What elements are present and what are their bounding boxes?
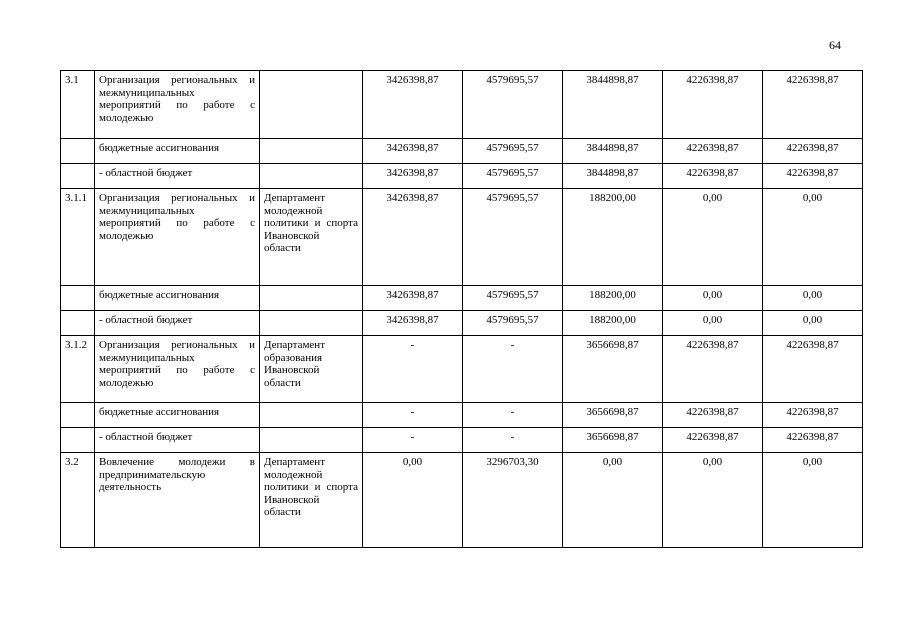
row-value-1: - xyxy=(363,403,463,428)
row-executor xyxy=(260,139,363,164)
row-code: 3.1.2 xyxy=(61,336,95,403)
row-value-3: 188200,00 xyxy=(563,311,663,336)
row-executor xyxy=(260,311,363,336)
table-row xyxy=(61,71,863,139)
table-row xyxy=(61,428,863,453)
row-value-3: 3656698,87 xyxy=(563,336,663,403)
table-row xyxy=(61,403,863,428)
row-value-2: 4579695,57 xyxy=(463,164,563,189)
row-value-3: 3844898,87 xyxy=(563,71,663,139)
row-name: Организация региональных и межмуниципальных мероприятий по работе с молодежью xyxy=(95,189,260,286)
row-value-5: 4226398,87 xyxy=(763,403,863,428)
row-value-1: - xyxy=(363,428,463,453)
row-value-4: 0,00 xyxy=(663,311,763,336)
row-value-1: 3426398,87 xyxy=(363,164,463,189)
row-code xyxy=(61,428,95,453)
row-value-4: 4226398,87 xyxy=(663,139,763,164)
row-executor: Департамент молодежной политики и спорта Ивановской области xyxy=(260,453,363,548)
row-value-1: 3426398,87 xyxy=(363,189,463,286)
row-value-4: 0,00 xyxy=(663,453,763,548)
row-code: 3.1.1 xyxy=(61,189,95,286)
row-executor xyxy=(260,428,363,453)
row-code: 3.1 xyxy=(61,71,95,139)
row-value-1: 0,00 xyxy=(363,453,463,548)
row-value-3: 3656698,87 xyxy=(563,428,663,453)
row-value-5: 0,00 xyxy=(763,189,863,286)
row-value-2: - xyxy=(463,403,563,428)
row-code xyxy=(61,286,95,311)
row-value-2: 4579695,57 xyxy=(463,311,563,336)
row-value-2: 4579695,57 xyxy=(463,189,563,286)
row-executor xyxy=(260,164,363,189)
row-name: бюджетные ассигнования xyxy=(95,286,260,311)
row-code xyxy=(61,311,95,336)
row-value-4: 4226398,87 xyxy=(663,403,763,428)
row-value-5: 0,00 xyxy=(763,453,863,548)
row-name: Организация региональных и межмуниципальных мероприятий по работе с молодежью xyxy=(95,71,260,139)
row-executor: Департамент образования Ивановской области xyxy=(260,336,363,403)
row-executor: Департамент молодежной политики и спорта Ивановской области xyxy=(260,189,363,286)
table-row xyxy=(61,164,863,189)
row-value-2: 3296703,30 xyxy=(463,453,563,548)
row-code xyxy=(61,403,95,428)
row-value-4: 4226398,87 xyxy=(663,164,763,189)
row-executor xyxy=(260,71,363,139)
row-value-3: 188200,00 xyxy=(563,189,663,286)
row-value-2: - xyxy=(463,336,563,403)
row-value-4: 4226398,87 xyxy=(663,71,763,139)
row-value-5: 0,00 xyxy=(763,286,863,311)
table-row xyxy=(61,286,863,311)
row-name: Организация региональных и межмуниципальных мероприятий по работе с молодежью xyxy=(95,336,260,403)
row-executor xyxy=(260,286,363,311)
row-name: бюджетные ассигнования xyxy=(95,139,260,164)
row-value-2: 4579695,57 xyxy=(463,71,563,139)
row-value-3: 3844898,87 xyxy=(563,164,663,189)
row-name: бюджетные ассигнования xyxy=(95,403,260,428)
row-value-3: 188200,00 xyxy=(563,286,663,311)
row-value-1: 3426398,87 xyxy=(363,71,463,139)
table-row xyxy=(61,139,863,164)
row-value-5: 4226398,87 xyxy=(763,428,863,453)
row-value-2: 4579695,57 xyxy=(463,286,563,311)
row-value-3: 3656698,87 xyxy=(563,403,663,428)
row-value-3: 3844898,87 xyxy=(563,139,663,164)
row-code xyxy=(61,164,95,189)
row-executor xyxy=(260,403,363,428)
row-value-1: 3426398,87 xyxy=(363,286,463,311)
row-value-5: 0,00 xyxy=(763,311,863,336)
row-value-3: 0,00 xyxy=(563,453,663,548)
row-name: - областной бюджет xyxy=(95,164,260,189)
row-value-4: 0,00 xyxy=(663,286,763,311)
table-row xyxy=(61,189,863,286)
row-name: - областной бюджет xyxy=(95,428,260,453)
row-value-2: 4579695,57 xyxy=(463,139,563,164)
row-value-5: 4226398,87 xyxy=(763,164,863,189)
row-value-4: 0,00 xyxy=(663,189,763,286)
table-row xyxy=(61,453,863,548)
page-number: 64 xyxy=(829,38,841,52)
row-code: 3.2 xyxy=(61,453,95,548)
row-value-5: 4226398,87 xyxy=(763,71,863,139)
row-value-5: 4226398,87 xyxy=(763,139,863,164)
row-code xyxy=(61,139,95,164)
row-value-2: - xyxy=(463,428,563,453)
row-name: Вовлечение молодежи в предпринимательскую деятельность xyxy=(95,453,260,548)
table-row xyxy=(61,336,863,403)
table-row xyxy=(61,311,863,336)
row-name: - областной бюджет xyxy=(95,311,260,336)
row-value-4: 4226398,87 xyxy=(663,428,763,453)
row-value-1: 3426398,87 xyxy=(363,311,463,336)
row-value-4: 4226398,87 xyxy=(663,336,763,403)
budget-table xyxy=(60,70,863,548)
row-value-5: 4226398,87 xyxy=(763,336,863,403)
row-value-1: - xyxy=(363,336,463,403)
row-value-1: 3426398,87 xyxy=(363,139,463,164)
